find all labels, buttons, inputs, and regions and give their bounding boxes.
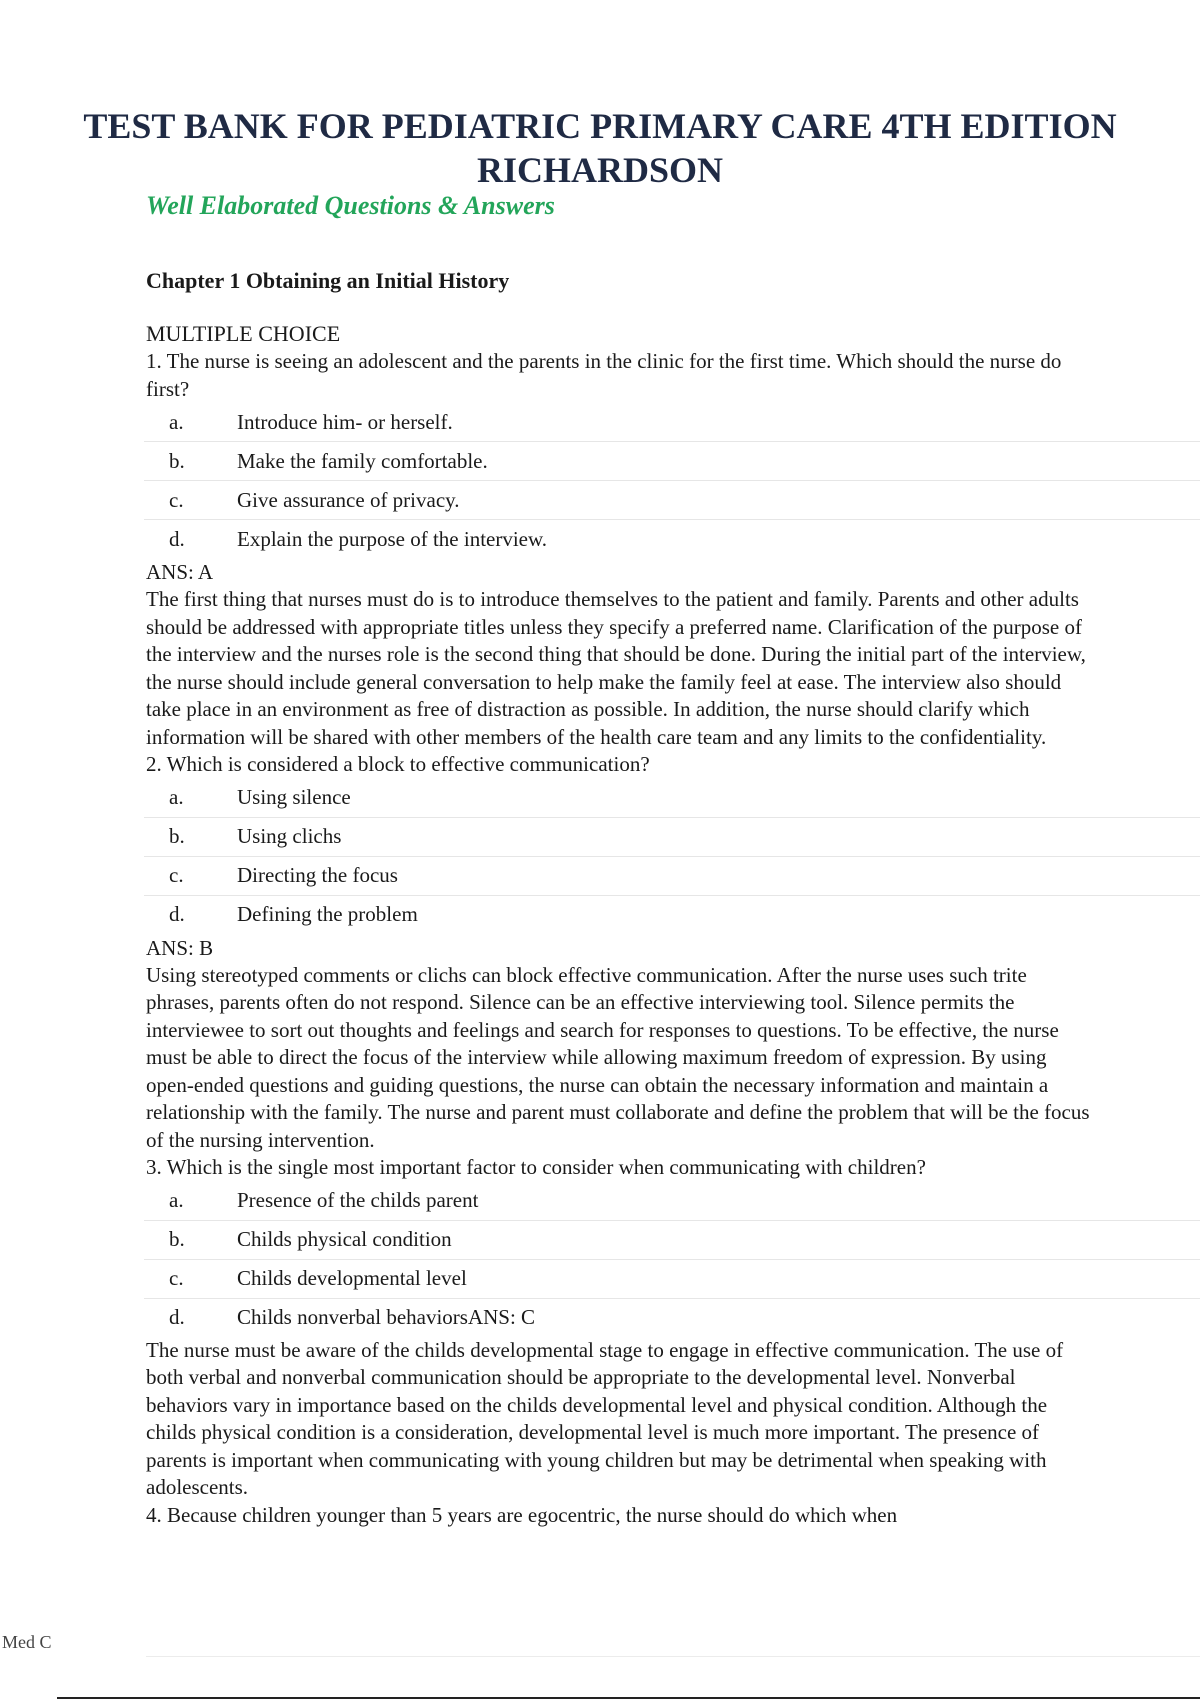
page-bottom-rule [57, 1697, 1200, 1699]
option-letter: c. [169, 1266, 184, 1290]
option-letter: b. [169, 824, 185, 848]
rationale: Using stereotyped comments or clichs can block effective communication. After the nurse uses such trite phrases, parents often do not respond. Silence can be an effective interviewing tool. Silence permits the interviewee to sort out thoughts and feelings and search for responses to questions. To be effective, the nurse must be able to direct the focus of the interview while allowing maximum freedom of expression. By using open-ended questions and guiding questions, the nurse can obtain the necessary information and maintain a relationship with the family. The nurse and parent must collaborate and define the problem that will be the focus of the nursing intervention. [146, 962, 1090, 1152]
option-text: Using clichs [237, 824, 342, 848]
option-text: Presence of the childs parent [237, 1188, 479, 1212]
option-text: Introduce him- or herself. [237, 409, 453, 434]
option-text: Directing the focus [237, 863, 398, 887]
answer-option [144, 1299, 1200, 1337]
option-text: Childs developmental level [237, 1266, 467, 1290]
question-stem: 1. The nurse is seeing an adolescent and the parents in the clinic for the first time. Which should the nurse do first? [146, 349, 1062, 401]
answer-option [144, 1260, 1200, 1299]
footer-watermark: Med C [2, 1632, 52, 1652]
answer-option [144, 896, 1200, 934]
answer-key: ANS: A [146, 560, 214, 584]
question-3 [146, 1154, 1200, 1502]
question-4-stem: 4. Because children younger than 5 years are egocentric, the nurse should do which when [146, 1502, 898, 1527]
answer-option [144, 520, 1200, 558]
answer-option [144, 857, 1200, 896]
rationale: The first thing that nurses must do is to introduce themselves to the patient and family. Parents and other adults should be addressed with appropriate titles unless they specify a preferred name. Clarification of the purpose of the interview and the nurses role is the second thing that should be done. During the initial part of the interview, the nurse should include general conversation to help make the family feel at ease. The interview also should take place in an environment as free of distraction as possible. In addition, the nurse should clarify which information will be shared with other members of the health care team and any limits to the confidentiality. [146, 587, 1086, 749]
option-letter: d. [169, 902, 185, 926]
option-text: Explain the purpose of the interview. [237, 526, 548, 551]
answer-option [144, 818, 1200, 857]
answer-key: ANS: B [146, 935, 214, 960]
answer-option [144, 442, 1200, 481]
title-line-1: TEST BANK FOR PEDIATRIC PRIMARY CARE 4TH EDITION [83, 106, 1117, 146]
option-letter: c. [169, 487, 184, 512]
document-body [146, 266, 1200, 1529]
option-letter: a. [169, 1188, 184, 1212]
chapter-heading: Chapter 1 Obtaining an Initial History [146, 268, 510, 293]
section-label: MULTIPLE CHOICE [146, 321, 341, 346]
answer-option [144, 1182, 1200, 1221]
question-1 [146, 348, 1200, 751]
answer-option [144, 1221, 1200, 1260]
option-letter: b. [169, 1227, 185, 1251]
option-text: Using silence [237, 785, 351, 809]
option-text: Make the family comfortable. [237, 448, 488, 473]
option-letter: c. [169, 863, 184, 887]
option-letter: a. [169, 785, 184, 809]
question-stem: 2. Which is considered a block to effective communication? [146, 752, 650, 776]
title-line-2: RICHARDSON [476, 150, 724, 190]
option-text: Defining the problem [237, 902, 418, 926]
footer-divider [146, 1656, 1200, 1657]
option-letter: d. [169, 1305, 185, 1329]
option-letter: d. [169, 526, 185, 551]
option-text: Childs nonverbal behaviorsANS: C [237, 1305, 536, 1329]
document-title [40, 104, 1160, 192]
answer-option [144, 481, 1200, 520]
document-subtitle: Well Elaborated Questions & Answers [146, 191, 555, 220]
answer-option [144, 779, 1200, 818]
rationale: The nurse must be aware of the childs developmental stage to engage in effective communication. The use of both verbal and nonverbal communication should be appropriate to the developmental level. Nonverbal behaviors vary in importance based on the childs developmental level and physical condition. Although the childs physical condition is a consideration, developmental level is much more important. The presence of parents is important when communicating with young children but may be detrimental when speaking with adolescents. [146, 1337, 1064, 1499]
question-stem: 3. Which is the single most important factor to consider when communicating with children? [146, 1155, 926, 1179]
option-letter: a. [169, 409, 184, 434]
answer-option [144, 403, 1200, 442]
option-letter: b. [169, 448, 185, 473]
option-text: Give assurance of privacy. [237, 487, 460, 512]
option-text: Childs physical condition [237, 1227, 452, 1251]
question-2 [146, 751, 1200, 1154]
